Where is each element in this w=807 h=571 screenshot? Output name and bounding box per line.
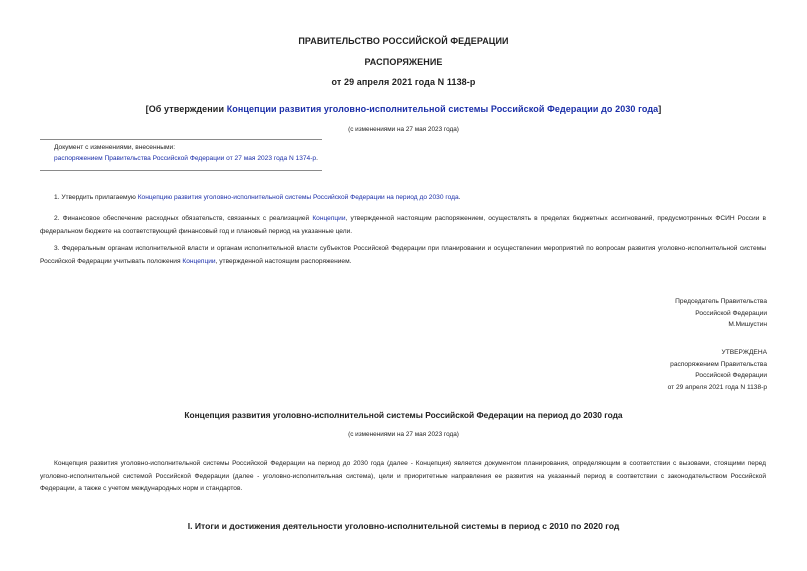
signature-block [675,296,767,331]
concept-link-3[interactable]: Концепции [182,257,216,265]
changes-suffix: . [316,155,318,162]
approval-heading: УТВЕРЖДЕНА [721,349,767,356]
approval-line-2: распоряжением Правительства [670,360,767,368]
approval-line-4: от 29 апреля 2021 года N 1138-р [667,383,767,391]
paragraph-1-end: . [458,194,461,201]
paragraph-3-end: , утвержденной настоящим распоряжением. [215,257,352,265]
section-1-heading: I. Итоги и достижения деятельности уголовно-исполнительной системы в период с 2010 по 2020 год [187,521,620,531]
paragraph-2-text: 2. Финансовое обеспечение расходных обязательств, связанных с реализацией [54,215,313,222]
document-date-number: от 29 апреля 2021 года N 1138-р [331,77,476,87]
signature-position: Председатель Правительства [675,298,767,305]
document-title [0,104,807,114]
paragraph-2-end: , утвержденной настоящим распоряжением, осуществлять в пределах бюджетных ассигнований, предусмотренных ФСИН России в федеральном бюджете на соответствующий финансовый год и плановый период на указанные цели. [40,215,766,235]
concept-link-1[interactable]: Концепцию развития уголовно-исполнительной системы Российской Федерации на период до 2030 года [137,194,459,201]
paragraph-3 [40,243,766,268]
title-suffix: ] [658,104,662,114]
changes-link[interactable]: распоряжением Правительства Российской Федерации от 27 мая 2023 года N 1374-р [54,155,317,162]
concept-link-2[interactable]: Концепции [312,215,346,222]
paragraph-2 [40,213,766,238]
signature-country: Российской Федерации [695,309,767,317]
approval-block [668,347,767,393]
approval-line-3: Российской Федерации [695,372,767,379]
title-link[interactable]: Концепции развития уголовно-исполнительной системы Российской Федерации до 2030 года [226,104,659,114]
government-heading: ПРАВИТЕЛЬСТВО РОССИЙСКОЙ ФЕДЕРАЦИИ [298,36,509,46]
concept-title: Концепция развития уголовно-исполнительной системы Российской Федерации на период до 2030 года [184,410,623,420]
changes-bottom-rule [40,170,322,171]
title-prefix: [Об утверждении [145,104,227,114]
concept-intro: Концепция развития уголовно-исполнительной системы Российской Федерации на период до 2030 года (далее - Концепция) является документом планирования, определяющим в соответствии с вызовами, стоящими перед уголовно-исполнительной системой Российской Федерации (далее - уголовно-исполнительная система), цели и приоритетные направления ее развития на указанный период в соответствии с законодательством Российской Федерации, а также с учетом международных норм и стандартов. [40,460,766,492]
paragraph-1 [40,192,766,205]
changes-top-rule [40,139,322,140]
amendments-note: (с изменениями на 27 мая 2023 года) [348,126,459,133]
changes-entry [54,155,318,162]
concept-amendments: (с изменениями на 27 мая 2023 года) [348,431,459,438]
paragraph-1-text: 1. Утвердить прилагаемую [54,194,138,201]
document-type: РАСПОРЯЖЕНИЕ [364,57,443,67]
signature-name: М.Мишустин [728,321,767,328]
paragraph-3-text: 3. Федеральным органам исполнительной власти и органам исполнительной власти субъектов Российской Федерации при планировании и осуществлении мероприятий по вопросам развития уголовно-исполнительной системы Российской Федерации учитывать положения [40,245,766,265]
changes-label: Документ с изменениями, внесенными: [54,144,176,151]
